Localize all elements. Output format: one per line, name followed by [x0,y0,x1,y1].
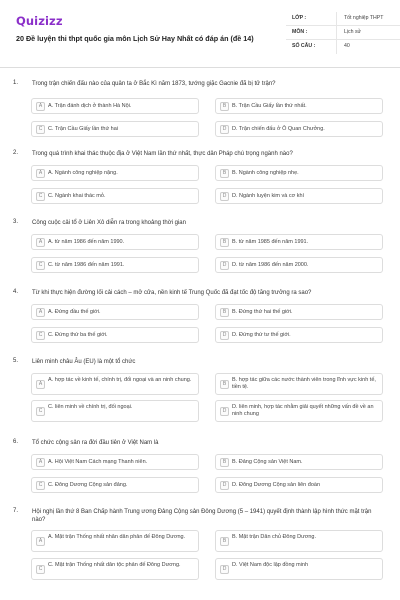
option-letter-badge: D [220,481,229,490]
answer-option-b[interactable] [215,530,383,552]
option-letter-badge: D [220,407,229,416]
option-text: D. liên minh, hợp tác nhằm giải quyết những vấn đề về an ninh chung [232,404,374,417]
answer-option-b[interactable] [215,373,383,395]
answer-option-b[interactable] [215,98,383,114]
answer-option-d[interactable] [215,477,383,493]
meta-value: Tốt nghiệp THPT [344,15,384,21]
option-letter-badge: C [36,192,45,201]
question-number: 2. [13,150,19,156]
answer-option-b[interactable] [215,234,383,250]
option-text: C. từ năm 1986 đến năm 1991. [48,262,125,268]
option-text: B. Ngành công nghiệp nhẹ. [232,170,299,176]
option-letter-badge: D [220,192,229,201]
option-letter-badge: B [220,102,229,111]
option-text: A. Hội Việt Nam Cách mạng Thanh niên. [48,459,148,465]
meta-row-question-count [286,40,400,54]
option-text: B. Mặt trận Dân chủ Đông Dương. [232,534,317,540]
answer-option-b[interactable] [215,165,383,181]
option-letter-badge: B [220,458,229,467]
option-letter-badge: D [220,125,229,134]
meta-label: SỐ CÂU : [292,43,316,49]
option-text: C. Đứng thứ ba thế giới. [48,332,108,338]
option-letter-badge: D [220,565,229,574]
option-letter-badge: C [36,261,45,270]
option-text: A. Ngành công nghiệp nặng. [48,170,118,176]
answer-option-c[interactable] [31,327,199,343]
option-text: A. hợp tác về kinh tế, chính trị, đối ngoại và an ninh chung. [48,377,192,383]
question-text: Trong trận chiến đấu nào của quân ta ở Bắc Kì năm 1873, tướng giặc Gacnie đã bị tử trận? [32,81,276,87]
answer-option-c[interactable] [31,477,199,493]
option-letter-badge: C [36,331,45,340]
meta-value: Lịch sử [344,29,362,35]
quizizz-logo: Quizizz [16,14,63,28]
option-text: B. Đứng thứ hai thế giới. [232,309,293,315]
option-text: B. hợp tác giữa các nước thành viên trong lĩnh vực kinh tế, tiền tệ. [232,377,376,390]
option-letter-badge: C [36,565,45,574]
option-text: A. từ năm 1986 đến năm 1990. [48,239,125,245]
answer-option-d[interactable] [215,257,383,273]
option-text: C. Ngành khai thác mỏ. [48,193,106,199]
option-letter-badge: C [36,407,45,416]
question-number: 4. [13,289,19,295]
question-text: Tổ chức cộng sản ra đời đầu tiên ở Việt Nam là [32,440,159,446]
option-text: B. từ năm 1985 đến năm 1991. [232,239,309,245]
option-text: C. Trận Cầu Giấy lần thứ hai [48,126,119,132]
option-text: C. liên minh về chính trị, đối ngoại. [48,404,133,410]
answer-option-a[interactable] [31,530,199,552]
worksheet-meta [286,12,400,54]
option-text: D. Trận chiến đấu ở Ô Quan Chưởng. [232,126,325,132]
meta-divider [336,40,337,54]
option-letter-badge: B [220,380,229,389]
answer-option-a[interactable] [31,304,199,320]
option-text: D. Ngành luyện kim và cơ khí [232,193,305,199]
question-number: 3. [13,219,19,225]
meta-label: LỚP : [292,15,307,21]
option-text: C. Đông Dương Cộng sản đảng. [48,482,128,488]
question-text: Công cuộc cải tổ ở Liên Xô diễn ra trong khoảng thời gian [32,220,186,226]
option-letter-badge: A [36,380,45,389]
question-text: Trong quá trình khai thác thuộc địa ở Việt Nam lần thứ nhất, thực dân Pháp chú trọng ngành nào? [32,151,293,157]
option-text: D. Việt Nam độc lập đồng minh [232,562,309,568]
question-number: 6. [13,439,19,445]
answer-option-c[interactable] [31,121,199,137]
question-number: 1. [13,80,19,86]
meta-label: MÔN : [292,29,308,35]
option-letter-badge: A [36,537,45,546]
option-letter-badge: A [36,458,45,467]
answer-option-a[interactable] [31,98,199,114]
answer-option-a[interactable] [31,454,199,470]
answer-option-d[interactable] [215,121,383,137]
option-letter-badge: A [36,308,45,317]
option-text: D. Đứng thứ tư thế giới. [232,332,291,338]
question-text: Hội nghị lần thứ 8 Ban Chấp hành Trung ương Đảng Cộng sản Đông Dương (5 – 1941) quyết định thành lập hình thức mặt trận nào? [32,509,372,523]
answer-option-a[interactable] [31,234,199,250]
worksheet-header [8,10,392,64]
meta-divider [336,12,337,25]
option-text: A. Đứng đầu thế giới. [48,309,101,315]
answer-option-d[interactable] [215,558,383,580]
header-divider [0,67,400,68]
option-letter-badge: B [220,308,229,317]
option-letter-badge: B [220,537,229,546]
answer-option-c[interactable] [31,558,199,580]
question-number: 7. [13,508,19,514]
option-text: B. Trận Cầu Giấy lần thứ nhất. [232,103,307,109]
option-text: C. Mặt trận Thống nhất dân tộc phản đế Đông Dương. [48,562,181,568]
option-letter-badge: C [36,481,45,490]
option-letter-badge: A [36,169,45,178]
option-text: D. từ năm 1986 đến năm 2000. [232,262,309,268]
option-text: A. Mặt trận Thống nhất nhân dân phản đế Đông Dương. [48,534,186,540]
answer-option-a[interactable] [31,165,199,181]
option-letter-badge: A [36,102,45,111]
meta-divider [336,26,337,39]
meta-row-subject [286,26,400,40]
option-letter-badge: D [220,331,229,340]
answer-option-d[interactable] [215,400,383,422]
answer-option-a[interactable] [31,373,199,395]
answer-option-c[interactable] [31,400,199,422]
answer-option-b[interactable] [215,454,383,470]
option-text: D. Đông Dương Cộng sản liên đoàn [232,482,321,488]
meta-row-grade [286,12,400,26]
meta-value: 40 [344,43,350,49]
question-text: Từ khi thực hiện đường lối cải cách – mở cửa, nền kinh tế Trung Quốc đã đạt tốc độ tăng trưởng ra sao? [32,290,312,296]
answer-option-d[interactable] [215,188,383,204]
option-text: B. Đảng Cộng sản Việt Nam. [232,459,303,465]
option-letter-badge: A [36,238,45,247]
option-letter-badge: B [220,238,229,247]
answer-option-c[interactable] [31,188,199,204]
page-title: 20 Đề luyện thi thpt quốc gia môn Lịch Sử Hay Nhất có đáp án (đề 14) [16,34,254,43]
question-text: Liên minh châu Âu (EU) là một tổ chức [32,359,136,365]
option-letter-badge: C [36,125,45,134]
answer-option-d[interactable] [215,327,383,343]
answer-option-b[interactable] [215,304,383,320]
question-number: 5. [13,358,19,364]
option-letter-badge: B [220,169,229,178]
option-text: A. Trận đánh dịch ở thành Hà Nội. [48,103,132,109]
answer-option-c[interactable] [31,257,199,273]
option-letter-badge: D [220,261,229,270]
